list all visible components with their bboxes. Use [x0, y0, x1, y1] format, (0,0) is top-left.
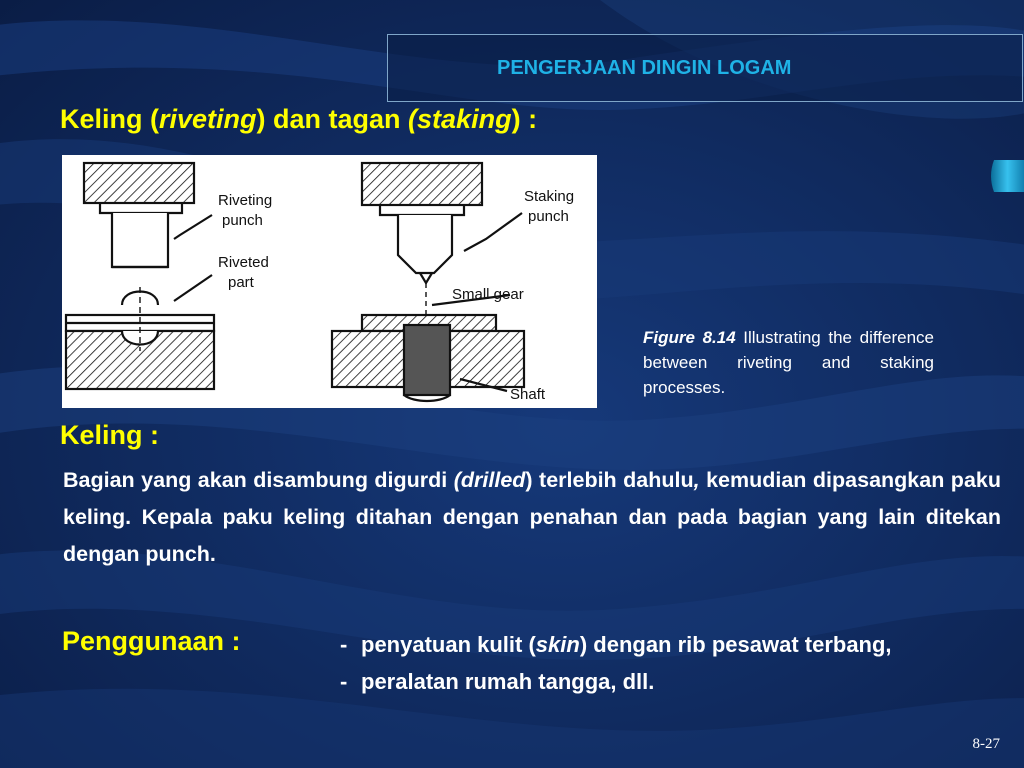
label-riveting-punch: punch	[222, 212, 263, 229]
caption-label: Figure 8.14	[643, 328, 736, 347]
usage-heading: Penggunaan :	[62, 626, 241, 656]
heading-staking: (staking	[408, 104, 512, 134]
heading-part: ) :	[511, 104, 538, 134]
usage-item	[340, 663, 1020, 700]
usage-dash: -	[340, 669, 348, 694]
page-number: 8-27	[972, 736, 1000, 752]
label-riveted-part: Riveted	[218, 254, 269, 271]
usage-item	[340, 626, 1020, 663]
label-riveted-part: part	[228, 274, 254, 291]
heading-part: ) dan tagan	[256, 104, 409, 134]
heading-riveting: riveting	[159, 104, 257, 134]
label-shaft: Shaft	[510, 386, 546, 403]
usage-text: peralatan rumah tangga, dll.	[361, 669, 655, 694]
body-paragraph	[63, 462, 1001, 573]
figure-caption	[643, 325, 934, 400]
header-title: PENGERJAAN DINGIN LOGAM	[497, 57, 792, 79]
shaft	[404, 325, 450, 395]
heading-part: Keling (	[60, 104, 159, 134]
usage-dash: -	[340, 632, 348, 657]
staking-upper-die	[362, 163, 482, 205]
usage-skin: skin	[535, 632, 580, 657]
paragraph-part: ) terlebih dahulu	[525, 468, 694, 492]
riveting-upper-die	[84, 163, 194, 203]
paragraph-part: kemudian dipasangkan paku keling. Kepala paku keling ditahan dengan penahan dan pada bagian yang lain ditekan dengan punch.	[63, 468, 1001, 566]
slide-tab-decoration	[988, 160, 1024, 192]
slide-heading	[60, 104, 537, 135]
figure-drawing	[62, 155, 597, 408]
figure-riveting-staking	[62, 155, 597, 408]
label-staking-punch: Staking	[524, 188, 575, 205]
usage-text: penyatuan kulit (	[361, 632, 536, 657]
usage-list	[340, 626, 1020, 700]
label-small-gear: Small gear	[452, 286, 524, 303]
paragraph-part: Bagian yang akan disambung digurdi	[63, 468, 454, 492]
section-heading: Keling :	[60, 420, 159, 450]
label-staking-punch: punch	[528, 208, 569, 225]
usage-text: ) dengan rib pesawat terbang,	[579, 632, 892, 657]
label-riveting-punch: Riveting	[218, 192, 273, 209]
paragraph-drilled: (drilled	[453, 468, 526, 492]
paragraph-comma: ,	[693, 468, 700, 492]
caption-text: Illustrating the difference between riveting and staking processes.	[643, 328, 934, 397]
